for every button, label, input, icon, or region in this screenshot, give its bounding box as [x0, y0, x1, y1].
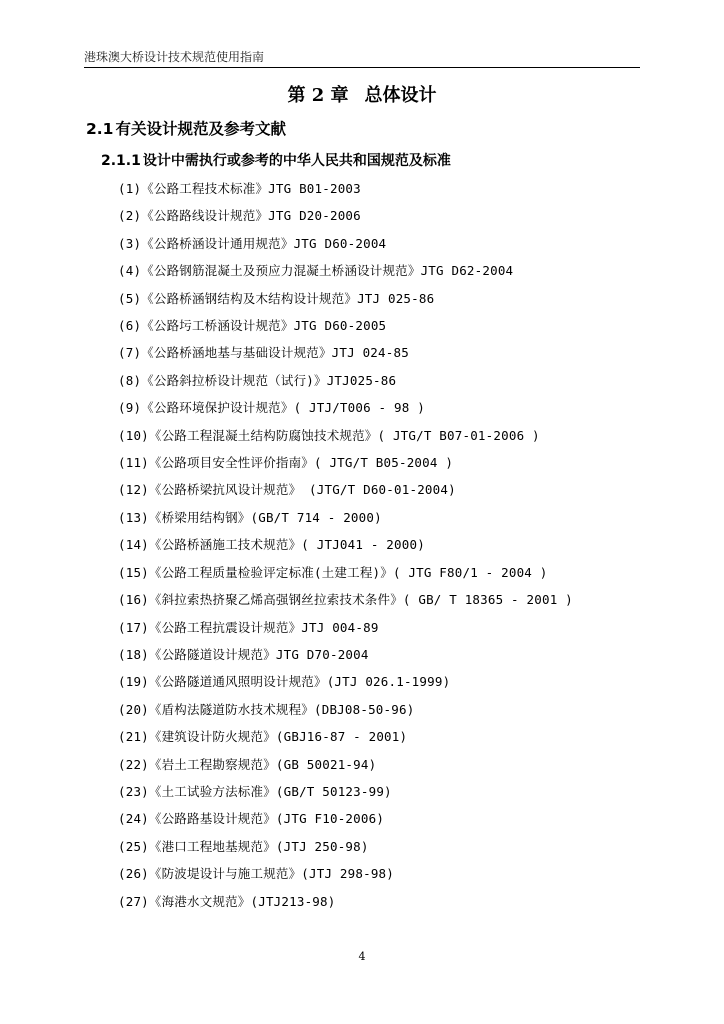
reference-list	[118, 178, 638, 918]
reference-item: (15)《公路工程质量检验评定标准(土建工程)》( JTG F80/1 - 2004 )	[118, 564, 548, 580]
reference-item: (25)《港口工程地基规范》(JTJ 250-98)	[118, 838, 369, 854]
reference-item: (13)《桥梁用结构钢》(GB/T 714 - 2000)	[118, 509, 382, 525]
header-rule	[84, 67, 640, 68]
reference-item: (14)《公路桥涵施工技术规范》( JTJ041 - 2000)	[118, 537, 425, 553]
reference-item: (21)《建筑设计防火规范》(GBJ16-87 - 2001)	[118, 729, 408, 745]
reference-item: (22)《岩土工程勘察规范》(GB 50021-94)	[118, 756, 377, 772]
page-number: 4	[358, 950, 366, 963]
reference-item: (16)《斜拉索热挤聚乙烯高强钢丝拉索技术条件》( GB/ T 18365 - 2001 )	[118, 592, 573, 608]
reference-item: (24)《公路路基设计规范》(JTG F10-2006)	[118, 811, 385, 827]
running-header: 港珠澳大桥设计技术规范使用指南	[84, 50, 265, 64]
reference-item: (27)《海港水文规范》(JTJ213-98)	[118, 893, 336, 909]
reference-item: (7)《公路桥涵地基与基础设计规范》JTJ 024-85	[118, 345, 409, 361]
reference-item: (18)《公路隧道设计规范》JTG D70-2004	[118, 646, 369, 662]
reference-item: (17)《公路工程抗震设计规范》JTJ 004-89	[118, 619, 379, 635]
section-number: 2.1	[86, 120, 114, 138]
chapter-title	[84, 84, 640, 108]
reference-item: (2)《公路路线设计规范》JTG D20-2006	[118, 208, 361, 224]
reference-item: (19)《公路隧道通风照明设计规范》(JTJ 026.1-1999)	[118, 674, 451, 690]
section-heading	[86, 119, 286, 139]
section-title: 有关设计规范及参考文献	[115, 120, 286, 138]
chapter-number: 第 2 章	[287, 85, 349, 106]
reference-item: (3)《公路桥涵设计通用规范》JTG D60-2004	[118, 235, 387, 251]
reference-item: (11)《公路项目安全性评价指南》( JTG/T B05-2004 )	[118, 455, 454, 471]
reference-item: (12)《公路桥梁抗风设计规范》 (JTG/T D60-01-2004)	[118, 482, 456, 498]
reference-item: (26)《防波堤设计与施工规范》(JTJ 298-98)	[118, 866, 395, 882]
reference-item: (1)《公路工程技术标准》JTG B01-2003	[118, 181, 361, 196]
reference-item: (9)《公路环境保护设计规范》( JTJ/T006 - 98 )	[118, 400, 425, 416]
reference-item: (4)《公路钢筋混凝土及预应力混凝土桥涵设计规范》JTG D62-2004	[118, 263, 514, 279]
reference-item: (10)《公路工程混凝土结构防腐蚀技术规范》( JTG/T B07-01-2006 )	[118, 427, 540, 443]
reference-item: (23)《土工试验方法标准》(GB/T 50123-99)	[118, 783, 392, 799]
reference-item: (5)《公路桥涵钢结构及木结构设计规范》JTJ 025-86	[118, 290, 435, 306]
subsection-heading	[101, 151, 451, 171]
reference-item: (8)《公路斜拉桥设计规范（试行)》JTJ025-86	[118, 372, 397, 388]
reference-item: (6)《公路圬工桥涵设计规范》JTG D60-2005	[118, 318, 387, 334]
subsection-title: 设计中需执行或参考的中华人民共和国规范及标准	[142, 153, 451, 169]
subsection-number: 2.1.1	[101, 153, 141, 169]
chapter-title-text: 总体设计	[364, 85, 437, 106]
reference-item: (20)《盾构法隧道防水技术规程》(DBJ08-50-96)	[118, 701, 415, 717]
